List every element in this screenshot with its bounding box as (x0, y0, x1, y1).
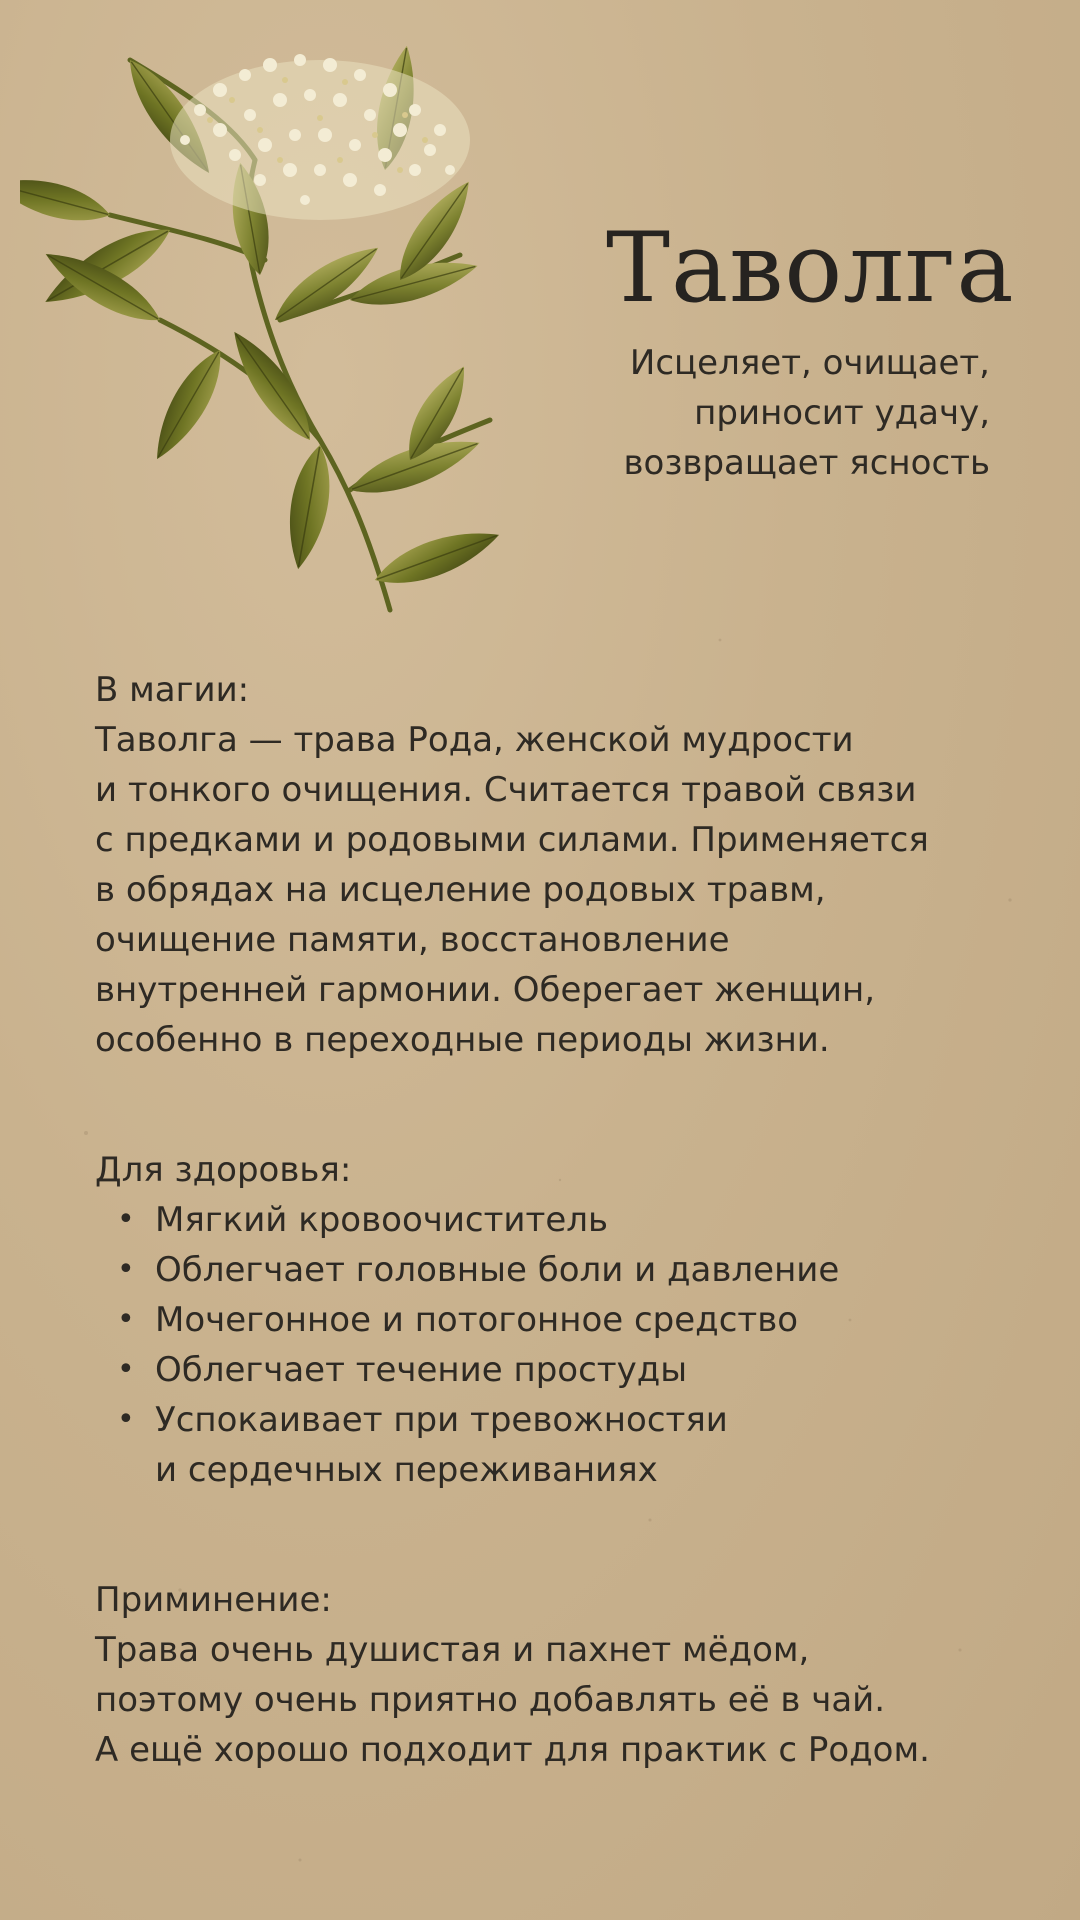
magic-text-line: особенно в переходные периоды жизни. (95, 1020, 830, 1060)
list-item-text: Облегчает головные боли и давление (155, 1250, 840, 1290)
list-item (95, 1395, 995, 1495)
usage-text-line: Трава очень душистая и пахнет мёдом, (95, 1630, 810, 1670)
meadowsweet-branch-illustration (20, 20, 580, 620)
bullet-icon: • (117, 1202, 135, 1237)
list-item-text: Облегчает течение простуды (155, 1350, 688, 1390)
health-section (95, 1145, 995, 1495)
subtitle-line: Исцеляет, очищает, (629, 343, 990, 383)
list-item (95, 1345, 995, 1395)
magic-section (95, 665, 995, 1065)
list-item (95, 1195, 995, 1245)
magic-text-line: и тонкого очищения. Считается травой связи (95, 770, 917, 810)
page-title: Таволга (606, 212, 1015, 324)
subtitle-line: приносит удачу, (694, 393, 990, 433)
magic-text-line: в обрядах на исцеление родовых травм, (95, 870, 826, 910)
magic-text-line: с предками и родовыми силами. Применяется (95, 820, 929, 860)
list-item (95, 1245, 995, 1295)
bullet-icon: • (117, 1352, 135, 1387)
usage-section (95, 1575, 995, 1775)
usage-text-line: поэтому очень приятно добавлять её в чай. (95, 1680, 886, 1720)
health-heading: Для здоровья: (95, 1150, 352, 1190)
list-item-text: Успокаивает при тревожностяи (155, 1400, 728, 1440)
list-item (95, 1295, 995, 1345)
list-item-text: и сердечных переживаниях (155, 1450, 658, 1490)
list-item-text: Мочегонное и потогонное средство (155, 1300, 799, 1340)
bullet-icon: • (117, 1252, 135, 1287)
magic-text-line: Таволга — трава Рода, женской мудрости (95, 720, 854, 760)
health-list (95, 1195, 995, 1495)
subtitle (600, 338, 990, 488)
usage-text-line: А ещё хорошо подходит для практик с Родом. (95, 1730, 930, 1770)
bullet-icon: • (117, 1402, 135, 1437)
list-item-text: Мягкий кровоочиститель (155, 1200, 609, 1240)
magic-text-line: очищение памяти, восстановление (95, 920, 730, 960)
subtitle-line: возвращает ясность (623, 443, 990, 483)
magic-text-line: внутренней гармонии. Оберегает женщин, (95, 970, 876, 1010)
bullet-icon: • (117, 1302, 135, 1337)
magic-heading: В магии: (95, 670, 250, 710)
usage-heading: Приминение: (95, 1580, 332, 1620)
